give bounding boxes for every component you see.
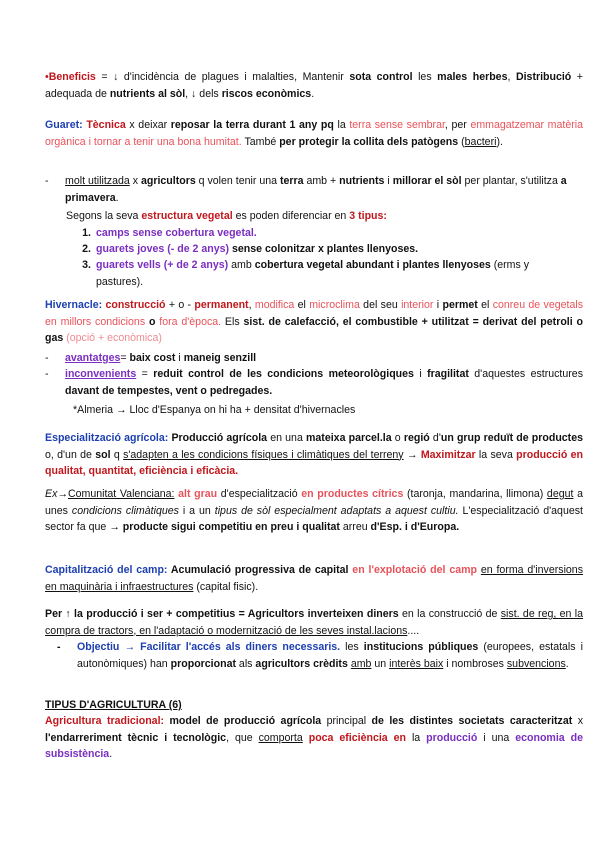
text-run: Objectiu	[77, 641, 120, 653]
avantatges-label: avantatges	[65, 352, 121, 364]
text-run: + o -	[165, 299, 195, 311]
text-run: Distribució	[515, 71, 572, 83]
text-run: .	[115, 191, 119, 204]
text-run: agricultors crèdits	[255, 657, 348, 670]
text-run: en forma d'inversions en maquinària i infraestructures	[45, 564, 583, 593]
text-run: de les distintes societats caracteritzat	[371, 715, 573, 727]
list-item	[45, 241, 583, 257]
text-run: , per	[444, 119, 471, 131]
capitalitzacio-paragraph	[45, 562, 583, 595]
text-run: poca eficiència en	[308, 731, 406, 744]
guaret-bullet-text	[65, 173, 583, 206]
dash-marker: -	[45, 175, 49, 187]
text-run: guarets joves (- de 2 anys)	[96, 243, 230, 255]
text-run: q volen tenir una	[195, 175, 280, 187]
text-run: Maximitzar	[420, 448, 476, 461]
text-run: reposar la terra durant 1 any pq	[170, 119, 334, 131]
text-run: o, d'un de	[45, 448, 96, 461]
dash-marker: -	[45, 352, 49, 364]
list-number: 3.	[82, 259, 91, 271]
text-run: institucions públiques	[363, 641, 479, 653]
text-run: terra sense sembrar	[349, 119, 445, 131]
dash-marker: -	[57, 641, 61, 653]
text-run: del seu	[359, 299, 402, 311]
text-run: s'adapten a les condicions físiques i climàtiques del terreny	[123, 448, 404, 461]
capitalitzacio-label: Capitalització del camp:	[45, 564, 168, 576]
text-run: millorar el sòl	[392, 175, 462, 187]
segons-line	[66, 208, 576, 225]
text-run: →	[57, 488, 68, 500]
text-run: males herbes	[437, 71, 508, 83]
text-run: economia de subsistència	[45, 731, 583, 760]
almeria-note: *Almeria → Lloc d'Espanya on hi ha + densitat d'hivernacles	[73, 404, 356, 416]
text-run: amb	[350, 657, 372, 670]
hivernacle-label: Hivernacle:	[45, 299, 103, 311]
text-run: la	[406, 731, 427, 744]
text-run: Tècnica	[86, 119, 126, 131]
text-run: Producció agrícola	[168, 432, 268, 444]
text-run: un	[371, 657, 390, 670]
text-run: a primavera	[65, 175, 567, 204]
text-run: producció en qualitat, quantitat, eficiència i eficàcia.	[45, 448, 584, 477]
text-run: + adequada de	[45, 71, 583, 100]
avantatges-bullet	[45, 350, 583, 366]
bullet-marker: •	[45, 71, 49, 83]
text-run: Facilitar l'accés als diners necessaris.	[140, 641, 341, 653]
text-run: a unes	[45, 488, 583, 517]
text-run: (	[458, 135, 465, 148]
text-run: Ex	[45, 488, 58, 500]
text-run: producció	[426, 731, 478, 744]
text-run: →	[119, 641, 141, 653]
especialitzacio-paragraph	[45, 430, 583, 480]
text-run: un grup reduït de productes	[440, 432, 583, 444]
beneficis-paragraph	[45, 69, 583, 102]
text-run: Per ↑ la producció i ser + competitius = Agricultors inverteixen diners	[45, 608, 399, 620]
text-run: Els	[221, 315, 244, 328]
text-run: reduit control de les condicions meteorològiques	[153, 368, 414, 380]
text-run: Comunitat Valenciana:	[67, 488, 175, 500]
text-run: d'	[429, 432, 441, 444]
text-run: i	[175, 352, 184, 364]
text-run: permet	[442, 299, 478, 311]
text-run: .	[311, 87, 315, 100]
text-run: nutrients al sòl	[109, 87, 186, 100]
text-run: i	[413, 368, 428, 380]
text-run: per protegir la collita dels patògens	[279, 135, 459, 148]
text-run: alt grau	[178, 488, 218, 500]
text-run: (taronja, mandarina, llimona)	[403, 488, 547, 500]
text-run: ,	[507, 71, 516, 83]
text-run: , ↓ dels	[185, 87, 222, 100]
list-number: 1.	[82, 227, 91, 239]
text-run: i una	[477, 731, 516, 744]
text-run: subvencions	[506, 657, 566, 670]
text-run: =	[136, 368, 154, 380]
text-run: riscos econòmics	[221, 87, 312, 100]
text-run: sist. de reg, en la compra de tractors, en l'adaptació o modernització de les seves instal.lacions	[45, 608, 584, 637]
text-run: interior	[401, 299, 434, 311]
text-run: arreu	[339, 521, 371, 533]
text-run: degut	[546, 488, 574, 500]
list-item	[45, 257, 583, 291]
text-run: interès baix	[389, 657, 444, 670]
text-run: = ↓ d'incidència de plagues i malalties, Mantenir	[95, 71, 350, 83]
text-run: amb	[228, 259, 255, 271]
text-run: modifica	[254, 299, 295, 311]
text-run: en l'explotació del camp	[352, 564, 478, 576]
text-run: comporta	[258, 731, 303, 744]
text-run: es poden diferenciar en	[232, 210, 350, 222]
text-run: sist. de calefacció, el combustible + utilitzat = derivat del petroli o gas	[45, 315, 583, 344]
text-run: conreu de vegetals en millors condicions	[45, 299, 583, 328]
text-run: baix cost	[129, 352, 176, 364]
text-run: guarets vells (+ de 2 anys)	[96, 259, 229, 271]
text-run: principal	[321, 715, 372, 727]
text-run: .	[109, 748, 113, 760]
text-run: ).	[496, 135, 503, 148]
objectiu-bullet	[57, 639, 583, 689]
text-run: la seva	[475, 448, 517, 461]
text-run: →	[403, 448, 421, 461]
text-run: (opció + econòmica)	[63, 332, 162, 344]
text-run: 3 tipus:	[349, 210, 387, 222]
text-run: camps sense cobertura vegetal.	[96, 227, 257, 239]
text-run: mateixa parcel.la	[306, 432, 392, 444]
dash-marker: -	[45, 368, 49, 380]
section-heading	[45, 697, 583, 714]
text-run: nutrients	[339, 175, 385, 187]
text-run: producte sigui competitiu en preu i qualitat	[122, 521, 340, 533]
text-run: agricultors	[140, 175, 196, 187]
text-run: ,	[248, 299, 255, 311]
text-run: q	[110, 448, 124, 461]
text-run: =	[120, 352, 130, 364]
inconvenients-bullet	[45, 366, 583, 400]
text-run: (erms y pastures).	[96, 259, 530, 288]
text-run: (europees, estatals i autonòmiques) han	[77, 641, 583, 670]
text-run: el	[477, 299, 493, 311]
text-run: L'especialització d'aquest sector fa que →	[45, 504, 583, 533]
text-run: i nombroses	[443, 657, 507, 670]
text-run: construcció	[105, 299, 166, 311]
text-run: permanent	[194, 299, 249, 311]
text-run: amb +	[303, 175, 340, 187]
text-run: molt utilitzada	[65, 175, 130, 187]
text-run: condicions climàtiques	[71, 504, 179, 517]
guaret-paragraph	[45, 117, 583, 150]
beneficis-label: Beneficis	[48, 71, 96, 83]
especialitzacio-label: Especialització agrícola:	[45, 432, 169, 444]
text-run: en una	[267, 432, 306, 444]
text-run: l'endarreriment tècnic i tecnològic	[45, 731, 227, 744]
text-run: x deixar	[125, 119, 171, 131]
list-item	[45, 225, 583, 241]
text-run: o	[145, 315, 160, 328]
text-run: bacteri	[464, 135, 497, 148]
text-run: fragilitat	[427, 368, 469, 380]
text-run: i a un	[178, 504, 215, 517]
text-run: Segons la seva	[66, 210, 142, 222]
text-run: emmagatzemar matèria orgànica i tornar a tenir una bona humitat.	[45, 119, 583, 148]
exemple-paragraph	[45, 486, 583, 536]
text-run: sol	[95, 448, 111, 461]
text-run: en la construcció de	[398, 608, 501, 620]
text-run: les	[340, 641, 364, 653]
text-run: estructura vegetal	[141, 210, 233, 222]
per-paragraph	[45, 606, 583, 639]
text-run: , que	[226, 731, 259, 744]
text-run: o	[391, 432, 404, 444]
text-run: cobertura vegetal abundant i plantes llenyoses	[254, 259, 491, 271]
text-run: el	[294, 299, 310, 311]
guaret-label: Guaret:	[45, 119, 83, 131]
text-run: .	[565, 657, 569, 670]
text-run: regió	[403, 432, 430, 444]
text-run: la	[333, 119, 350, 131]
text-run: sense colonitzar x plantes llenyoses.	[229, 243, 419, 255]
text-run: d'especialització	[217, 488, 302, 500]
text-run: x	[129, 175, 141, 187]
text-run: maneig senzill	[183, 352, 257, 364]
text-run: en productes cítrics	[301, 488, 404, 500]
text-run: proporcionat	[170, 657, 236, 670]
text-run: les	[412, 71, 438, 83]
text-run: i	[433, 299, 443, 311]
guaret-bullet	[45, 173, 583, 207]
text-run: model de producció agrícola	[164, 715, 322, 727]
text-run: ....	[407, 624, 420, 637]
text-run: fora d'època.	[159, 315, 222, 328]
list-number: 2.	[82, 243, 91, 255]
text-run: i	[384, 175, 393, 187]
text-run: davant de tempestes, vent o pedregades.	[65, 384, 273, 397]
text-run: (capital fisic).	[193, 580, 259, 593]
text-run: d'Esp. i d'Europa.	[370, 521, 460, 533]
text-run: terra	[279, 175, 304, 187]
text-run: tipus de sòl especialment adaptats a aquest cultiu.	[214, 504, 459, 517]
agricultura-tradicional-paragraph	[45, 713, 583, 763]
text-run: d'aquestes estructures	[468, 368, 583, 380]
hivernacle-paragraph	[45, 297, 583, 347]
text-run: per plantar, s'utilitza	[461, 175, 561, 187]
text-run: x	[572, 715, 583, 727]
inconvenients-label: inconvenients	[65, 368, 137, 380]
text-run: També	[241, 135, 280, 148]
tipus-heading: TIPUS D'AGRICULTURA (6)	[45, 699, 182, 711]
text-run: sota control	[349, 71, 413, 83]
text-run: als	[235, 657, 256, 670]
agricultura-tradicional-label: Agricultura tradicional:	[45, 715, 165, 727]
text-run: Acumulació progressiva de capital	[167, 564, 349, 576]
text-run: microclima	[309, 299, 360, 311]
